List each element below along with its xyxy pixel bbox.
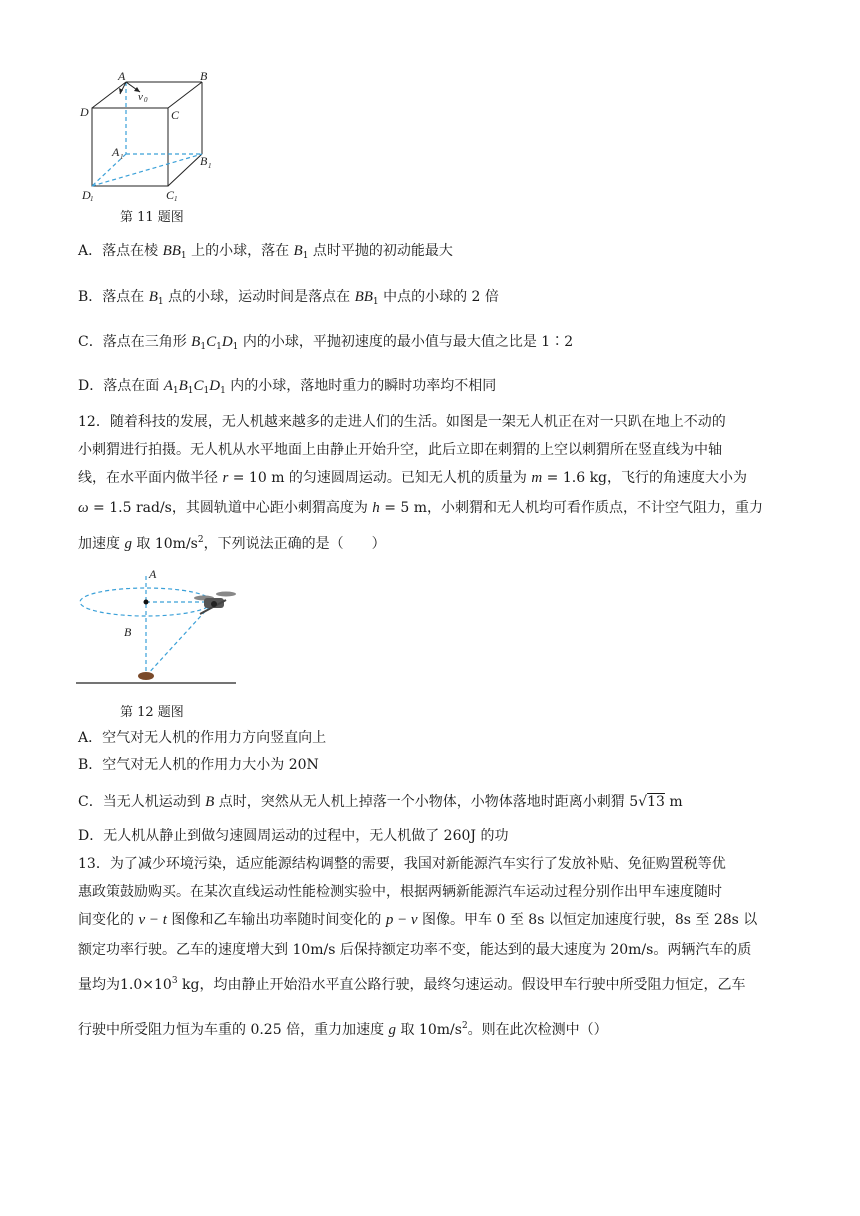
q13-line-4: 额定功率行驶。乙车的速度增大到 10m/s 后保持额定功率不变，能达到的最大速度为 20m/s。两辆汽车的质 xyxy=(78,942,752,958)
label-B1: B xyxy=(200,154,208,168)
label-B: B xyxy=(200,69,208,83)
q11-option-c: C．落点在三角形 $B_1C_1D_1$ 内的小球，平抛初速度的最小值与最大值之比是 1∶2 xyxy=(78,334,574,352)
label-C: C xyxy=(171,108,180,122)
figure-12-drone xyxy=(76,566,240,688)
q13-line-2: 惠政策鼓励购买。在某次直线运动性能检测实验中，根据两辆新能源汽车运动过程分别作出甲车速度随时 xyxy=(78,884,722,900)
label-C1-sub: 1 xyxy=(174,195,178,202)
q12-line-5: 加速度 g 取 $10m/s^2$，下列说法正确的是（ ） xyxy=(78,535,386,552)
q12-line-3: 线，在水平面内做半径 r = 10 m 的匀速圆周运动。已知无人机的质量为 m = 1.6 kg，飞行的角速度大小为 xyxy=(78,470,748,486)
q13-line-1: 13．为了减少环境污染，适应能源结构调整的需要，我国对新能源汽车实行了发放补贴、免征购置税等优 xyxy=(78,856,726,872)
label-C1: C xyxy=(166,188,175,202)
figure-12-caption: 第 12 题图 xyxy=(120,705,184,720)
q11-option-b: B．落点在 $B_1$ 点的小球，运动时间是落点在 $BB_1$ 中点的小球的 2 倍 xyxy=(78,289,499,307)
label-v0: v xyxy=(138,91,143,103)
q12-line-1: 12．随着科技的发展，无人机越来越多的走进人们的生活。如图是一架无人机正在对一只趴在地上不动的 xyxy=(78,414,726,430)
fig12-label-A: A xyxy=(149,567,157,581)
figure-11-caption: 第 11 题图 xyxy=(120,210,184,225)
label-D: D xyxy=(80,105,89,119)
label-A: A xyxy=(118,69,126,83)
q12-option-d: D．无人机从静止到做匀速圆周运动的过程中，无人机做了 260J 的功 xyxy=(78,828,509,844)
q13-line-3: 间变化的 v − t 图像和乙车输出功率随时间变化的 p − v 图像。甲车 0 至 8s 以恒定加速度行驶，8s 至 28s 以 xyxy=(78,912,758,928)
fig12-label-B: B xyxy=(124,625,132,639)
label-A1-sub: 1 xyxy=(120,153,124,161)
q12-line-2: 小刺猬进行拍摄。无人机从水平地面上由静止开始升空，此后立即在刺猬的上空以刺猬所在竖直线为中轴 xyxy=(78,442,722,458)
q12-option-a: A．空气对无人机的作用力方向竖直向上 xyxy=(78,730,327,746)
q13-line-5: 量均为$1.0\times 10^3$ kg，均由静止开始沿水平直公路行驶，最终匀速运动。假设甲车行驶中所受阻力恒定，乙车 xyxy=(78,976,746,993)
hedgehog-icon xyxy=(138,672,154,680)
label-B1-sub: 1 xyxy=(208,162,212,170)
label-A1: A xyxy=(112,145,120,159)
q11-option-a: A．落点在棱 $BB_1$ 上的小球，落在 $B_1$ 点时平抛的初动能最大 xyxy=(78,243,453,261)
q12-option-b: B．空气对无人机的作用力大小为 20N xyxy=(78,757,319,773)
figure-11-cube xyxy=(78,68,218,202)
q13-line-6: 行驶中所受阻力恒为车重的 0.25 倍，重力加速度 g 取 $10m/s^2$。则在此次检测中（） xyxy=(78,1021,608,1038)
q12-option-c: C．当无人机运动到 B 点时，突然从无人机上掉落一个小物体，小物体落地时距离小刺猬 5√13 m xyxy=(78,794,683,810)
label-D1-sub: 1 xyxy=(90,195,94,202)
drone-icon xyxy=(194,592,236,615)
q11-option-d: D．落点在面 $A_1B_1C_1D_1$ 内的小球，落地时重力的瞬时功率均不相同 xyxy=(78,378,497,396)
label-v0-sub: 0 xyxy=(144,96,148,104)
q12-line-4: ω = 1.5 rad/s，其圆轨道中心距小刺猬高度为 h = 5 m，小刺猬和无人机均可看作质点，不计空气阻力，重力 xyxy=(78,500,764,516)
label-D1: D xyxy=(82,188,91,202)
